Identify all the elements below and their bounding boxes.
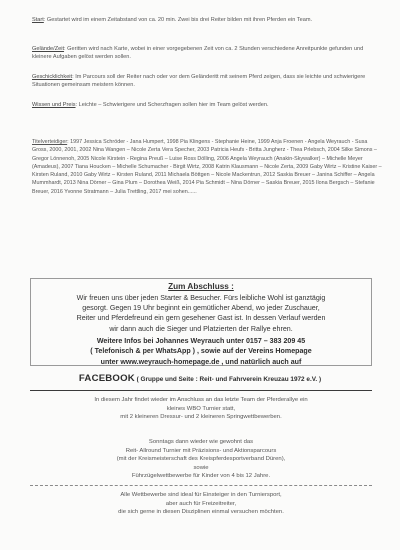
abschluss-line: wir dann auch die Sieger und Platzierten der Rallye ehren.	[109, 324, 293, 333]
abschluss-title: Zum Abschluss :	[168, 282, 234, 291]
turnier-block	[30, 396, 372, 422]
facebook-group: ( Gruppe und Seite : Reit- und Fahrverein Kreuzau 1972 e.V. )	[134, 376, 322, 383]
contact-line: ( Telefonisch & per WhatsApp ) , sowie auf der Vereins Homepage	[90, 347, 312, 356]
gelaende-text: : Geritten wird nach Karte, wobei in einer vorgegebenen Zeit von ca. 2 Stunden verschiedene Anreitpunkte gefunden und kleinere Aufgaben gelöst werden sollen.	[32, 46, 364, 60]
dashed-divider	[30, 485, 372, 486]
abschluss-body	[35, 293, 367, 334]
contact-info	[31, 336, 371, 367]
contact-line: Weitere Infos bei Johannes Weyrauch unter 0157 – 383 209 45	[96, 337, 306, 345]
start-heading: Start	[32, 17, 44, 23]
abschluss-line: Reiter und Pferdefreund ein gern gesehener Gast ist. In dessen Verlauf werden	[76, 314, 326, 323]
contact-line: unter www.weyrauch-homepage.de , und natürlich auch auf	[100, 357, 302, 366]
footer-line: Alle Wettbewerbe sind ideal für Einsteiger in den Turniersport,	[120, 492, 282, 498]
geschick-heading: Geschicklichkeit	[32, 74, 73, 80]
titelverteidiger-text: : 1997 Jessica Schröder - Jana Humpert, 1998 Pia Klingens - Stephanie Heine, 1999 Anja Froenen - Angela Weyrauch - Susa Gross, 2000, 2001, 2002 Nina Wangen – Nicole Zerta Vera Specher, 2003 Patricia Heufs - Britta Jungherz - Thea Prlebsch, 2004 Silke Simons – Gregor Lönnenoh, 2005 Nicole Kirstein - Regina Preuß – Luise Ross Dölling, 2006 Angela Weyrauch (Anakin-Skywalker) – Michelle Meyer (Amadeus), 2007 Tiana Houcken – Michelle Schumacher - Birgit Wirtz, 2008 Katrin Klausmann – Nicole Zerta, 2009 Gaby Wirtz – Kristine Kaiser – Kirsten Ruland, 2010 Gaby Wirtz – Kirsten Ruland, 2011 Michaela Böttgen – Nicole Mackentrun, 2012 Saskia Breuer – Janina Schiffer – Angela Mummhardt, 2013 Nina Dörner – Gina Plum – Dorothea Weiß, 2014 Pia Schmidt – Nina Dörner – Saskia Breuer, 2015 Ilona Bergsch – Stefanie Breuer, 2016 Yvonne Stratmann – Julia Trettling, 2017 mei sohen......	[32, 139, 382, 195]
footer-line: die sich gerne in diesen Disziplinen einmal versuchen möchten.	[118, 509, 284, 516]
sonntag-line: Sonntags dann wieder wie gewohnt das	[148, 439, 254, 445]
gelaende-heading: Gelände/Zeit	[32, 46, 65, 52]
abschluss-line: gesorgt. Gegen 19 Uhr beginnt ein gemütlicher Abend, wo jeder Zuschauer,	[82, 304, 320, 313]
section-divider	[30, 390, 372, 391]
start-text: : Gestartet wird im einem Zeitabstand von ca. 20 min. Zwei bis drei Reiter bilden mit ihren Pferden ein Team.	[43, 17, 313, 23]
facebook-label: FACEBOOK	[78, 373, 135, 384]
geschick-paragraph	[32, 73, 384, 89]
sonntag-line: Führzügelwettbewerbe für Kinder von 4 bis 12 Jahre.	[131, 473, 271, 480]
geschick-text: : Im Parcours soll der Reiter nach oder vor dem Geländeritt mit seinem Pferd zeigen, dass sie leichte und schwierigere Situationen gemeinsam meistern können.	[32, 74, 366, 88]
turnier-line: In diesem Jahr findet wieder im Anschluss an das letzte Team der Pferderallye ein	[94, 397, 308, 403]
titelverteidiger-paragraph	[32, 138, 384, 196]
sonntag-line: (mit der Kreismeisterschaft des Kreispferdesportverband Düren),	[116, 456, 286, 463]
start-paragraph	[32, 16, 384, 24]
turnier-line: kleines WBO Turnier statt,	[166, 405, 236, 412]
gelaende-paragraph	[32, 45, 384, 61]
titelverteidiger-heading: Titelverteidiger	[32, 139, 68, 145]
footer-line: aber auch für Freizeitreiter,	[165, 500, 237, 507]
sonntag-block	[30, 438, 372, 481]
sonntag-line: Reit- Allround Turnier mit Präzisions- und Aktionsparcours	[125, 447, 277, 454]
wissen-paragraph	[32, 101, 384, 109]
wissen-heading: Wissen und Preis	[32, 102, 76, 108]
wissen-text: : Leichte – Schwierigere und Scherzfragen sollen hier im Team gelöst werden.	[75, 102, 269, 108]
facebook-line	[30, 373, 370, 384]
sonntag-line: sowie	[193, 464, 209, 471]
turnier-line: mit 2 kleineren Dressur- und 2 kleineren Springwettbewerben.	[120, 414, 282, 421]
abschluss-box	[30, 278, 372, 366]
footer-block	[30, 491, 372, 517]
abschluss-line: Wir freuen uns über jeden Starter & Besucher. Fürs leibliche Wohl ist ganztägig	[76, 294, 326, 302]
